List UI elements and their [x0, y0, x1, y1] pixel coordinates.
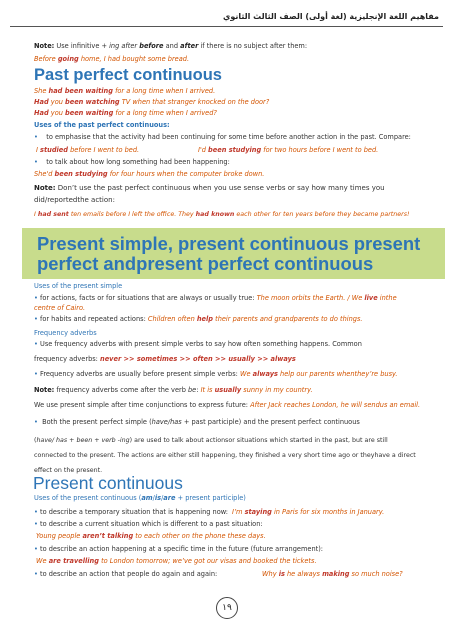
use-item	[34, 133, 411, 142]
note-line-2: did/reportedthe action:	[34, 196, 115, 204]
example-line	[34, 98, 269, 107]
example-verb: staying	[244, 508, 272, 516]
note-line	[34, 386, 313, 395]
compare-example-2	[198, 146, 378, 155]
example-text: sunny in my country.	[241, 386, 313, 394]
uses-heading: Uses of the present simple	[34, 282, 123, 290]
example-text: before I went to bed.	[68, 146, 140, 154]
frequency-adverbs: never >> sometimes >> often >> usually >> always	[100, 355, 296, 363]
use-text: to describe a current situation which is different to a past situation:	[40, 520, 263, 528]
example-text: She	[34, 87, 49, 95]
example-text: inthe	[377, 294, 397, 302]
note-label: Note:	[34, 184, 56, 192]
example-verb: always	[252, 370, 278, 378]
heading-verb: am	[141, 494, 153, 502]
paragraph-line: effect on the present.	[34, 467, 103, 474]
example-verb: been studying	[54, 170, 108, 178]
example-text: home, I had bought some bread.	[78, 55, 190, 63]
heading-text: Uses of the present continuous (	[34, 494, 142, 502]
note-after: after	[180, 42, 199, 50]
use-item	[34, 520, 263, 529]
example-verb: help	[196, 315, 214, 323]
heading-text: /	[152, 494, 155, 502]
example-text: We	[36, 557, 49, 565]
use-text: for habits and repeated actions:	[40, 315, 148, 323]
example-text: I’m	[232, 508, 245, 516]
example-text: It is	[200, 386, 215, 394]
example-text: help our parents whenthey’re busy.	[277, 370, 398, 378]
example-text: Young people	[36, 532, 83, 540]
example-verb: aren’t talking	[82, 532, 134, 540]
intro-note	[34, 42, 307, 51]
note-text: if there is no subject after them:	[198, 42, 308, 50]
use-text: have/ has + been + verb -ing	[36, 437, 130, 444]
example-verb: usually	[214, 386, 242, 394]
note-text: be	[188, 386, 197, 394]
example-text: Before	[34, 55, 58, 63]
bullet: •	[34, 418, 38, 426]
use-item	[34, 508, 228, 517]
example-line	[36, 532, 266, 541]
example-verb: had been waiting	[48, 87, 113, 95]
example-text: each other for ten years before they became partners!	[234, 211, 410, 218]
note-text: :	[196, 386, 201, 394]
use-text: (	[34, 437, 37, 444]
bullet: •	[34, 570, 38, 578]
use-text: to talk about how long something had been happening:	[46, 158, 230, 166]
example-line	[262, 570, 403, 579]
example-text: ten emails before I left the office. They	[68, 211, 196, 218]
example-line	[34, 87, 215, 96]
use-text: ) are used to talk about actionsor situations which started in the past, but are still	[129, 437, 388, 444]
example-line	[34, 210, 410, 219]
paragraph-line: connected to the present. The actions are either still happening, they finished a very short time ago or theyhave a direct	[34, 452, 416, 459]
example-line	[232, 508, 384, 517]
intro-example	[34, 55, 189, 64]
use-text: + past participle) and the present perfect continuous	[181, 418, 360, 426]
use-item	[34, 545, 323, 554]
example-text: She'd	[34, 170, 55, 178]
example-text: you	[48, 109, 66, 117]
example-verb: studied	[40, 146, 68, 154]
example-text: I'd	[198, 146, 209, 154]
bullet: •	[34, 340, 38, 348]
bullet: •	[34, 315, 38, 323]
example-text: The moon orbits the Earth. / We	[256, 294, 365, 302]
example-verb: live	[364, 294, 378, 302]
use-item	[34, 418, 360, 427]
example-text: you	[48, 98, 66, 106]
bullet: •	[34, 158, 38, 166]
note-before: before	[139, 42, 164, 50]
example-verb: had sent	[37, 211, 69, 218]
uses-heading: Uses of the past perfect continuous:	[34, 121, 170, 129]
use-text: Frequency adverbs are usually before present simple verbs:	[40, 370, 240, 378]
example-text: I	[36, 146, 41, 154]
example-text: to each other on the phone these days.	[133, 532, 266, 540]
section-title-present-tenses	[37, 234, 420, 274]
use-text: Both the present perfect simple (	[42, 418, 152, 426]
section-title-past-perfect-continuous: Past perfect continuous	[34, 66, 222, 84]
example-verb: Had	[34, 109, 49, 117]
uses-heading	[34, 494, 246, 503]
example-verb: is	[278, 570, 285, 578]
frequency-list	[34, 355, 296, 364]
example-text: in Paris for six months in January.	[271, 508, 385, 516]
example-text: We	[239, 370, 253, 378]
bullet: •	[34, 294, 38, 302]
heading-verb: is	[154, 494, 162, 502]
use-text: for actions, facts or for situations that are always or usually true:	[40, 294, 257, 302]
example-verb: been studying	[208, 146, 262, 154]
use-item-continued: centre of Cairo.	[34, 304, 86, 312]
use-text: to emphasise that the activity had been continuing for some time before another action in the past. Compare:	[46, 133, 411, 141]
use-item	[34, 158, 230, 167]
example-text: their parents and grandparents to do things.	[213, 315, 363, 323]
page-header-title: مفاهيم اللغة الإنجليزية (لغة أولى) الصف الثالث الثانوي	[222, 12, 439, 21]
note-text: Use infinitive +	[54, 42, 110, 50]
example-text: Children often	[147, 315, 197, 323]
time-conjunction-line	[34, 401, 420, 410]
example-line	[34, 170, 264, 179]
example-text: Why	[262, 570, 279, 578]
title-line: perfect andpresent perfect continuous	[37, 253, 374, 274]
title-line: Present simple, present continuous present	[37, 233, 421, 254]
example-text: for four hours when the computer broke down.	[107, 170, 265, 178]
heading-verb: are	[163, 494, 176, 502]
example-text: to London tomorrow; we’ve got our visas and booked the tickets.	[98, 557, 317, 565]
frequency-heading: Frequency adverbs	[34, 329, 97, 337]
note-text: after	[119, 42, 140, 50]
use-text: frequency adverbs:	[34, 355, 101, 363]
example-text: for a long time when I arrived?	[113, 109, 217, 117]
page-number: ١٩	[216, 597, 238, 619]
example-text: for two hours before I went to bed.	[261, 146, 379, 154]
example-line	[36, 557, 317, 566]
example-verb: been watching	[65, 98, 120, 106]
use-item	[34, 294, 397, 303]
example-verb: been waiting	[65, 109, 114, 117]
use-item	[34, 570, 217, 579]
example-text: so much noise?	[349, 570, 403, 578]
heading-text: /	[161, 494, 164, 502]
example-text: TV when that stranger knocked on the door?	[119, 98, 270, 106]
note-text: Don’t use the past perfect continuous when you use sense verbs or say how many times you	[55, 184, 385, 192]
bullet: •	[34, 508, 38, 516]
use-item	[34, 315, 362, 324]
note-label: Note:	[34, 386, 55, 394]
use-text: to describe an action that people do again and again:	[40, 570, 218, 578]
example-verb: are travelling	[48, 557, 99, 565]
example-verb: going	[57, 55, 79, 63]
heading-text: + present participle)	[175, 494, 246, 502]
use-text: to describe a temporary situation that is happening now:	[40, 508, 229, 516]
bullet: •	[34, 133, 38, 141]
use-text: Use frequency adverbs with present simple verbs to say how often something happens. Common	[40, 340, 362, 348]
example-text: I	[34, 211, 38, 218]
compare-example-1	[36, 146, 139, 155]
use-text: We use present simple after time conjunctions to express future:	[34, 401, 251, 409]
use-item	[34, 370, 397, 379]
example-verb: making	[322, 570, 350, 578]
note-ing: ing	[109, 42, 120, 50]
example-text: After Jack reaches London, he will sendus an email.	[250, 401, 421, 409]
header-divider	[10, 26, 443, 27]
example-text: for a long time when I arrived.	[112, 87, 216, 95]
note-text: and	[163, 42, 181, 50]
note-line-1	[34, 184, 385, 193]
bullet: •	[34, 520, 38, 528]
note-text: frequency adverbs come after the verb	[54, 386, 188, 394]
section-title-present-continuous: Present continuous	[33, 473, 183, 493]
example-verb: Had	[34, 98, 49, 106]
example-line	[34, 109, 217, 118]
bullet: •	[34, 370, 38, 378]
bullet: •	[34, 545, 38, 553]
paragraph-line	[34, 436, 388, 445]
example-verb: had known	[195, 211, 235, 218]
example-text: he always	[284, 570, 323, 578]
note-label: Note:	[34, 42, 55, 50]
use-item	[34, 340, 362, 349]
use-text: to describe an action happening at a specific time in the future (future arrangement):	[40, 545, 323, 553]
use-text: have/has	[151, 418, 182, 426]
